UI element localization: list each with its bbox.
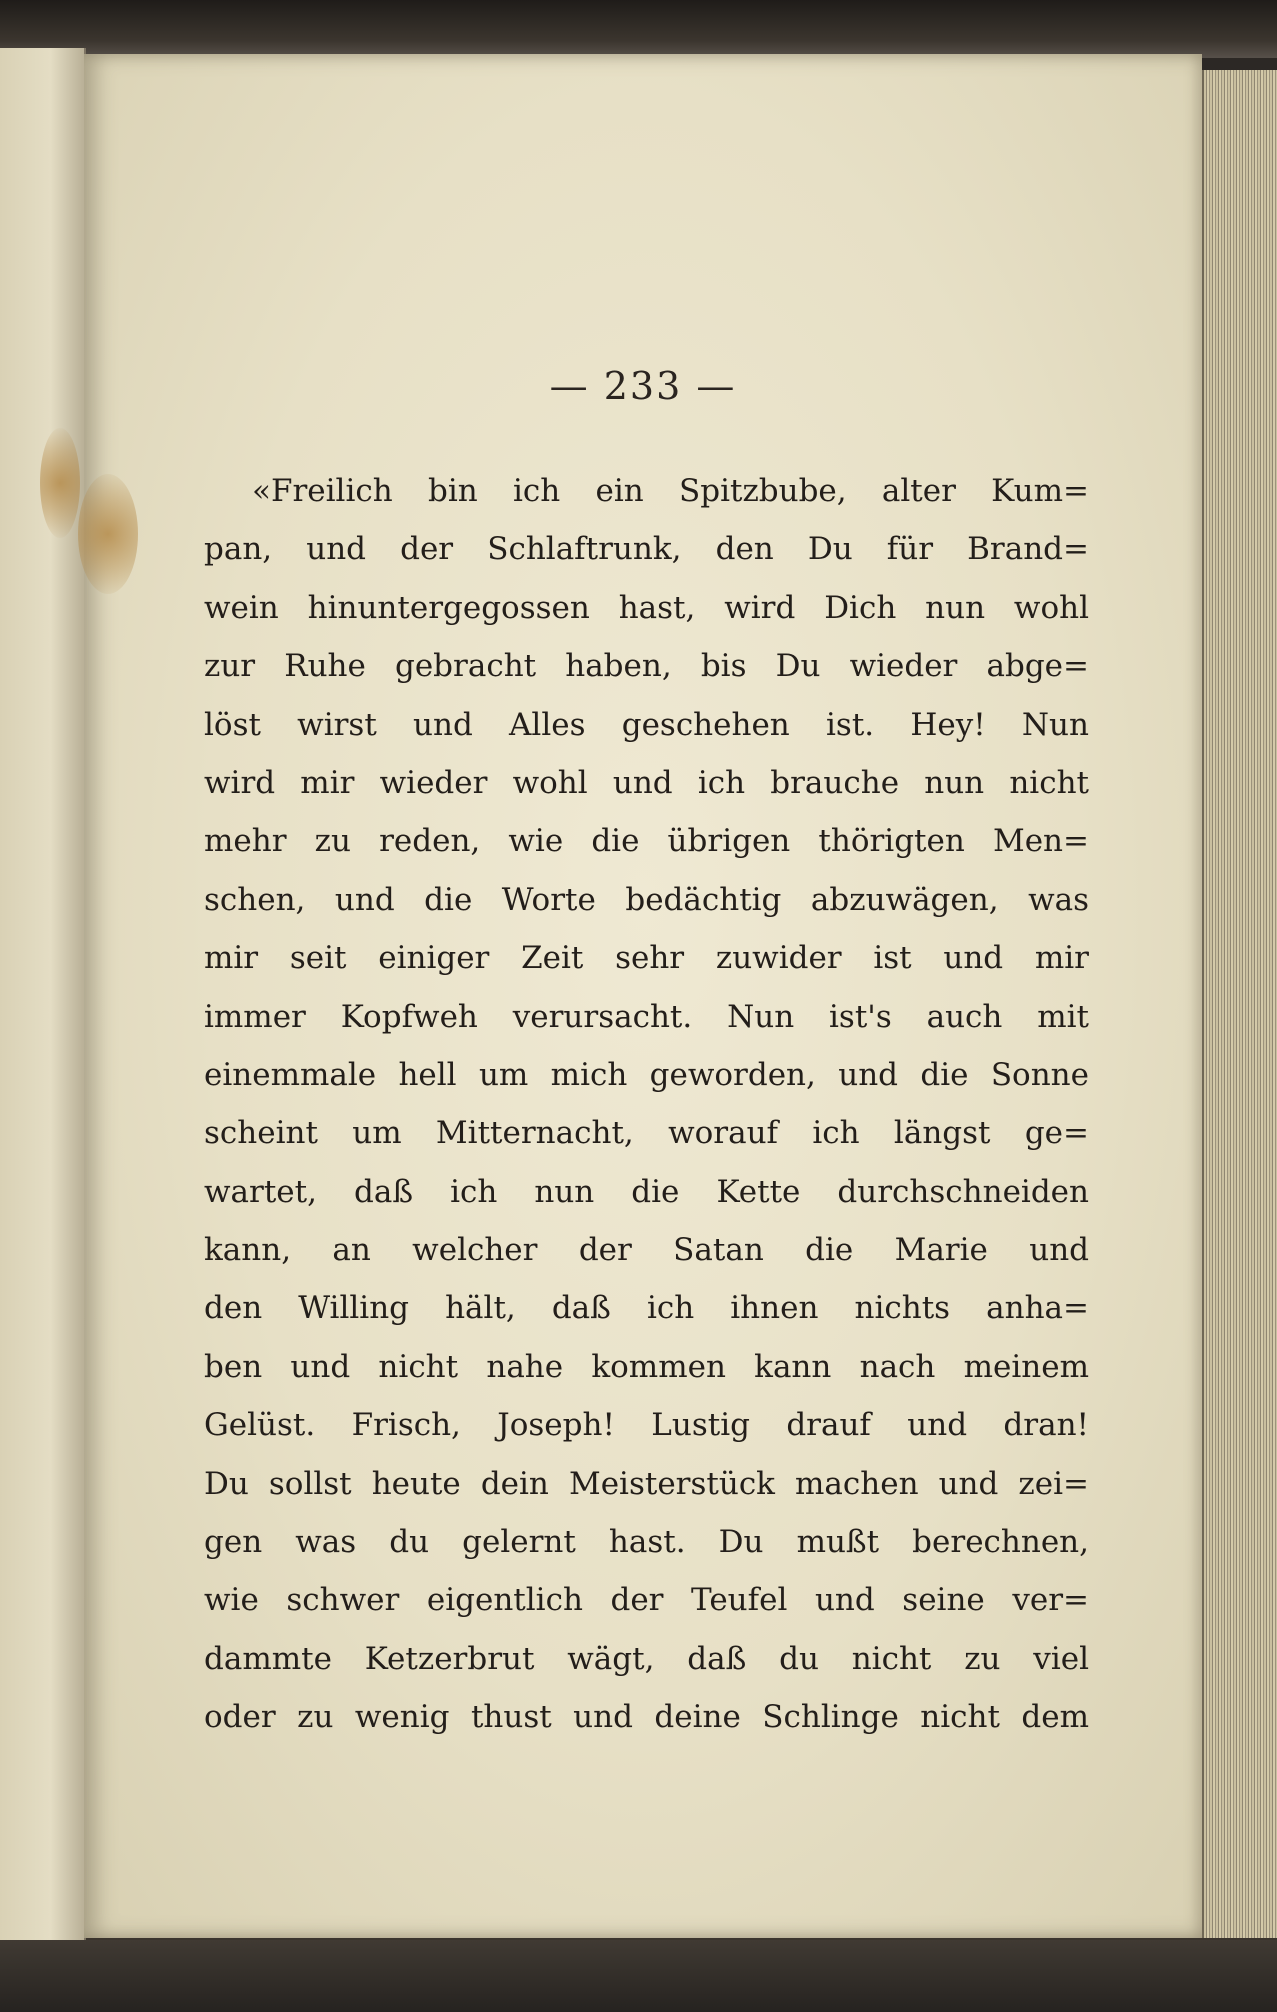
book-cover-top <box>0 0 1277 58</box>
book-cover-bottom <box>0 1940 1277 2012</box>
text-line: immer Kopfweh verursacht. Nun ist's auch mit <box>204 998 1089 1035</box>
text-line: kann, an welcher der Satan die Marie und <box>204 1232 1089 1269</box>
water-stain <box>40 428 80 538</box>
text-line: mir seit einiger Zeit sehr zuwider ist und mir <box>204 940 1089 977</box>
text-line: scheint um Mitternacht, worauf ich längst ge= <box>204 1115 1089 1152</box>
page-body-text <box>204 462 1089 1747</box>
text-line: den Willing hält, daß ich ihnen nichts anha= <box>204 1290 1089 1327</box>
text-line: löst wirst und Alles geschehen ist. Hey! Nun <box>204 706 1089 743</box>
text-line: Du sollst heute dein Meisterstück machen und zei= <box>204 1465 1089 1502</box>
book-page <box>84 54 1202 1938</box>
text-line: oder zu wenig thust und deine Schlinge nicht dem <box>204 1699 1089 1736</box>
text-line: pan, und der Schlaftrunk, den Du für Brand= <box>204 531 1089 568</box>
text-line: Gelüst. Frisch, Joseph! Lustig drauf und dran! <box>204 1407 1089 1444</box>
water-stain <box>78 474 138 594</box>
text-line: gen was du gelernt hast. Du mußt berechnen, <box>204 1524 1089 1561</box>
text-line: einemmale hell um mich geworden, und die Sonne <box>204 1056 1089 1093</box>
text-line: «Freilich bin ich ein Spitzbube, alter Kum= <box>252 473 1089 509</box>
page-stack-edges <box>1202 70 1277 1938</box>
text-line: schen, und die Worte bedächtig abzuwägen, was <box>204 881 1089 918</box>
text-line: wartet, daß ich nun die Kette durchschneiden <box>204 1173 1089 1210</box>
facing-page-edge <box>0 48 86 1948</box>
text-line: wein hinuntergegossen hast, wird Dich nun wohl <box>204 589 1089 626</box>
text-line: mehr zu reden, wie die übrigen thörigten Men= <box>204 823 1089 860</box>
text-line: dammte Ketzerbrut wägt, daß du nicht zu viel <box>204 1640 1089 1677</box>
page-number: — 233 — <box>549 364 737 408</box>
text-line: zur Ruhe gebracht haben, bis Du wieder abge= <box>204 648 1089 685</box>
text-line: wie schwer eigentlich der Teufel und seine ver= <box>204 1582 1089 1619</box>
text-line: ben und nicht nahe kommen kann nach meinem <box>204 1348 1089 1385</box>
text-line: wird mir wieder wohl und ich brauche nun nicht <box>204 764 1089 801</box>
